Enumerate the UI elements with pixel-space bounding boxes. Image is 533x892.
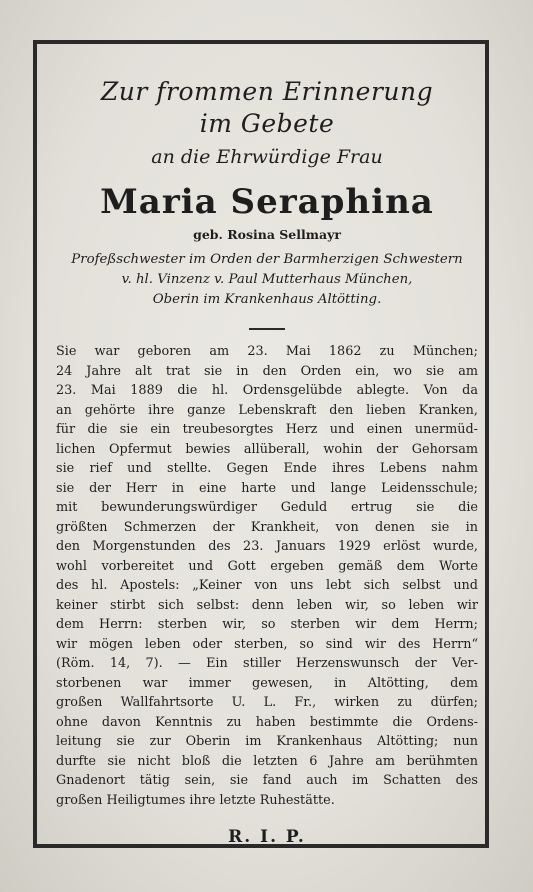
heading-line-1: Zur frommen Erinnerung	[100, 77, 434, 106]
body-line: durfte sie nicht bloß die letzten 6 Jahre am berühmten	[56, 753, 478, 769]
body-line: Sie war geboren am 23. Mai 1862 zu München;	[56, 344, 478, 359]
body-line: großen Heiligtumes ihre letzte Ruhestätte.	[56, 792, 335, 808]
body-line: an gehörte ihre ganze Lebenskraft den lieben Kranken,	[56, 402, 478, 418]
body-line: ohne davon Kenntnis zu haben bestimmte die Ordens-	[56, 714, 478, 730]
heading-line-2: im Gebete	[199, 109, 335, 138]
body-line: den Morgenstunden des 23. Januars 1929 erlöst wurde,	[56, 539, 478, 554]
body-line: storbenen war immer gewesen, in Altötting, dem	[56, 675, 478, 691]
biography-text	[56, 342, 478, 810]
birth-name: geb. Rosina Sellmayr	[193, 227, 341, 242]
role-line: Oberin im Krankenhaus Altötting.	[152, 292, 382, 307]
card-content	[52, 60, 482, 848]
role-description	[52, 250, 482, 310]
body-line: wir mögen leben oder sterben, so sind wir des Herrn“	[56, 636, 478, 652]
body-line: für die sie ein treubesorgtes Herz und einen unermüd-	[56, 422, 478, 437]
closing-rip: R. I. P.	[228, 827, 306, 847]
body-line: mit bewunderungswürdiger Geduld ertrug sie die	[56, 500, 478, 515]
body-line: größten Schmerzen der Krankheit, von denen sie in	[56, 519, 478, 535]
body-line: leitung sie zur Oberin im Krankenhaus Altötting; nun	[56, 734, 478, 749]
body-line: 24 Jahre alt trat sie in den Orden ein, wo sie am	[56, 363, 478, 379]
body-line: sie der Herr in eine harte und lange Leidensschule;	[56, 480, 478, 496]
body-line: 23. Mai 1889 die hl. Ordensgelübde ablegte. Von da	[56, 383, 478, 398]
divider-rule	[249, 328, 285, 330]
body-line: lichen Opfermut bewies allüberall, wohin der Gehorsam	[56, 441, 478, 457]
body-line: dem Herrn: sterben wir, so sterben wir dem Herrn;	[56, 617, 478, 632]
body-line: sie rief und stellte. Gegen Ende ihres Lebens nahm	[56, 461, 478, 476]
body-line: des hl. Apostels: „Keiner von uns lebt sich selbst und	[56, 578, 478, 593]
heading-line-3: an die Ehrwürdige Frau	[151, 146, 383, 168]
deceased-name: Maria Seraphina	[100, 182, 434, 222]
body-line: wohl vorbereitet und Gott ergeben gemäß dem Worte	[56, 558, 478, 574]
role-line: v. hl. Vinzenz v. Paul Mutterhaus München,	[121, 272, 413, 287]
body-line: keiner stirbt sich selbst: denn leben wir, so leben wir	[56, 597, 478, 613]
body-line: (Röm. 14, 7). — Ein stiller Herzenswunsch der Ver-	[56, 656, 478, 671]
body-line: großen Wallfahrtsorte U. L. Fr., wirken zu dürfen;	[56, 695, 478, 710]
role-line: Profeßschwester im Orden der Barmherzigen Schwestern	[71, 252, 463, 267]
body-line: Gnadenort tätig sein, sie fand auch im Schatten des	[56, 773, 478, 788]
